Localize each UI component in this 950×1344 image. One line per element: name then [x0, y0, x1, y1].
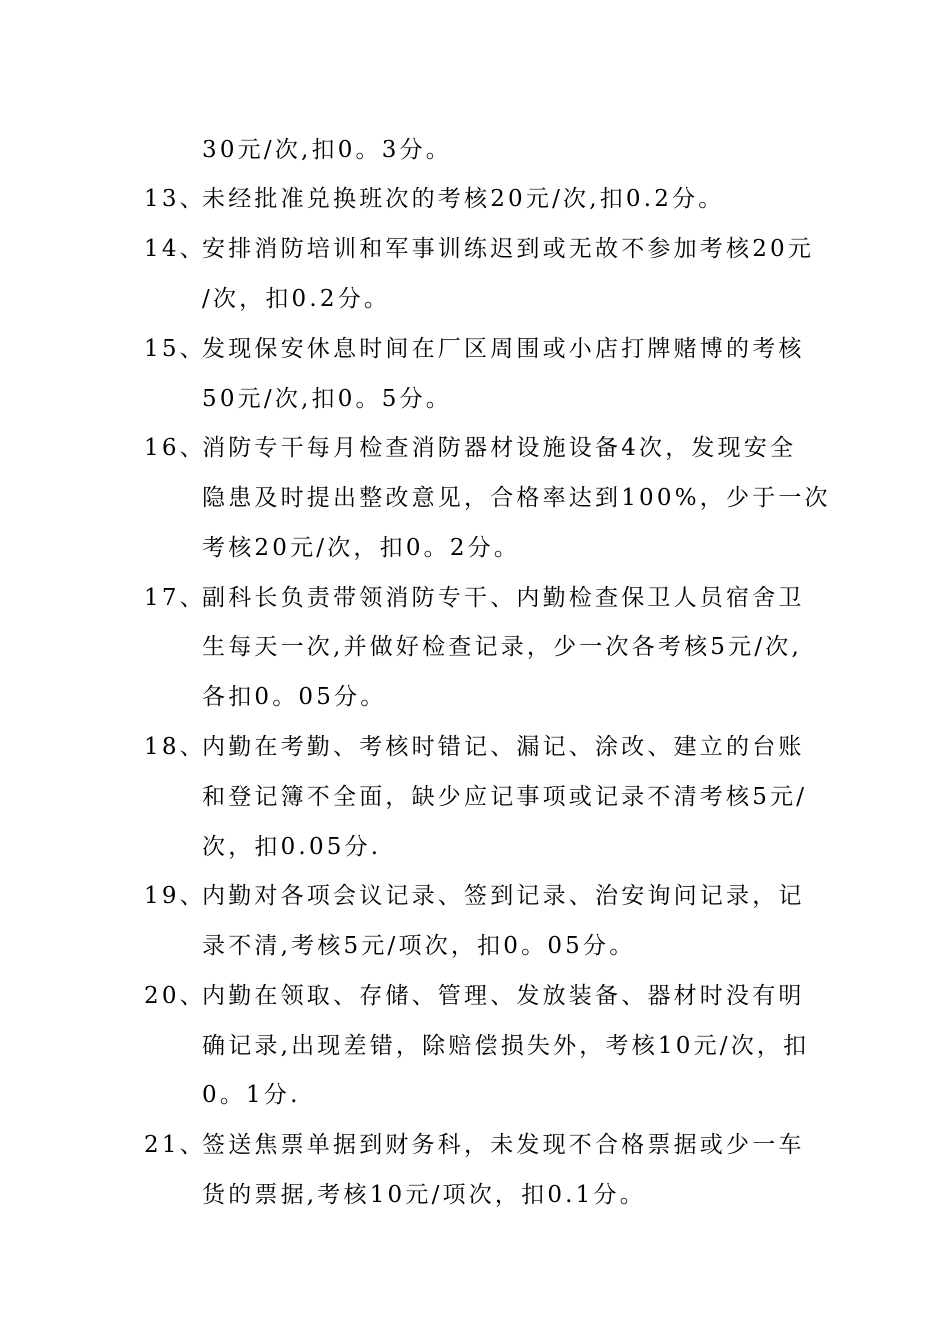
text-line: 0。1分. — [202, 1082, 301, 1108]
text-line: 内勤对各项会议记录、签到记录、治安询问记录，记 — [202, 883, 805, 909]
text-line: 签送焦票单据到财务科，未发现不合格票据或少一车 — [202, 1132, 805, 1158]
text-line: 内勤在领取、存储、管理、发放装备、器材时没有明 — [202, 983, 805, 1009]
text-line: 货的票据,考核10元/项次，扣0.1分。 — [202, 1182, 646, 1208]
text-line: 安排消防培训和军事训练迟到或无故不参加考核20元 — [202, 236, 815, 262]
text-line: /次，扣0.2分。 — [202, 286, 391, 312]
text-line: 50元/次,扣0。5分。 — [202, 386, 452, 412]
text-line: 未经批准兑换班次的考核20元/次,扣0.2分。 — [202, 186, 725, 212]
item-number: 14、 — [144, 236, 206, 262]
item-number: 19、 — [144, 883, 206, 909]
text-line: 考核20元/次，扣0。2分。 — [202, 535, 521, 561]
item-number: 16、 — [144, 435, 206, 461]
item-number: 21、 — [144, 1132, 206, 1158]
item-number: 18、 — [144, 734, 206, 760]
text-line: 和登记簿不全面，缺少应记事项或记录不清考核5元/ — [202, 784, 808, 810]
text-line: 确记录,出现差错，除赔偿损失外，考核10元/次，扣 — [202, 1033, 810, 1059]
text-line: 消防专干每月检查消防器材设施设备4次，发现安全 — [202, 435, 797, 461]
text-line: 隐患及时提出整改意见，合格率达到100%，少于一次 — [202, 485, 831, 511]
text-line: 录不清,考核5元/项次，扣0。05分。 — [202, 933, 636, 959]
item-number: 13、 — [144, 186, 206, 212]
item-number: 15、 — [144, 336, 206, 362]
text-line: 生每天一次,并做好检查记录，少一次各考核5元/次, — [202, 634, 803, 660]
text-line: 内勤在考勤、考核时错记、漏记、涂改、建立的台账 — [202, 734, 805, 760]
text-line: 各扣0。05分。 — [202, 684, 387, 710]
item-number: 20、 — [144, 983, 206, 1009]
text-line: 副科长负责带领消防专干、内勤检查保卫人员宿舍卫 — [202, 585, 805, 611]
text-line: 30元/次,扣0。3分。 — [202, 137, 452, 163]
text-line: 发现保安休息时间在厂区周围或小店打牌赌博的考核 — [202, 336, 805, 362]
text-line: 次，扣0.05分. — [202, 834, 382, 860]
item-number: 17、 — [144, 585, 206, 611]
